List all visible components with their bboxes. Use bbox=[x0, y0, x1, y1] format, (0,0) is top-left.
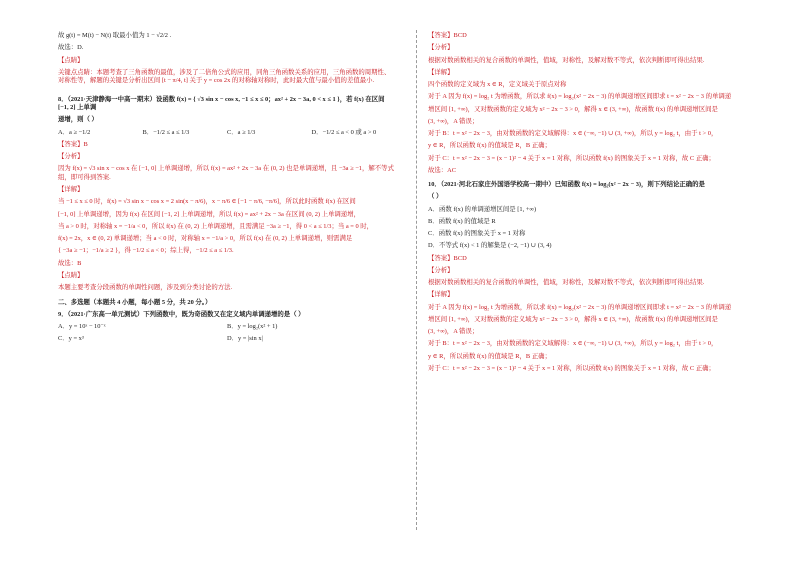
q8-detail-tag: 【详解】 bbox=[58, 186, 84, 194]
column-divider bbox=[416, 30, 417, 530]
q9-detail-line: y ∈ R，所以函数 f(x) 的值域是 R，B 正确； bbox=[428, 142, 551, 150]
q9-detail-line: 对于 A 因为 f(x) = log₂ t 为增函数，所以求 f(x) = log₂(x² − 2x − 3) 的单调递增区间即求 t = x² − 2x − 3 的单调递 bbox=[428, 93, 732, 101]
q10-detail-line: y ∈ R，所以函数 f(x) 的值域是 R，B 正确； bbox=[428, 352, 551, 360]
q9-answer: 【答案】BCD bbox=[428, 32, 467, 39]
q8-stem: 8．（2021·天津静海一中高一期末）设函数 f(x) = { √3 sin x − cos x, −1 ≤ x ≤ 0；ax² + 2x − 3a, 0 < x ≤ 1 }，若 f(x) 在区间 [−1, 2] 上单调 bbox=[58, 95, 385, 112]
q8-option-a: A．a ≥ −1/2 bbox=[58, 128, 91, 136]
q9-detail-line: 对于 B：t = x² − 2x − 3，由对数函数的定义域解得：x ∈ (−∞, −1) ∪ (3, +∞)，所以 y = log₂ t，由于 t > 0， bbox=[428, 130, 718, 137]
q9-options-row-2 bbox=[58, 335, 396, 343]
q9-option-d: D．y = |sin x| bbox=[227, 335, 263, 343]
q9-analysis-tag: 【分析】 bbox=[428, 44, 454, 52]
q8-analysis-tag: 【分析】 bbox=[58, 153, 84, 161]
q8-detail-line: 当 −1 ≤ x ≤ 0 时，f(x) = √3 sin x − cos x = 2 sin(x − π/6)，x − π/6 ∈ [−1 − π/6, −π/6]，所以此时函数 f(x) 在区间 bbox=[58, 198, 356, 206]
q9-options-row-1 bbox=[58, 323, 396, 331]
q8-detail-line: 当 a > 0 时，对称轴 x = −1/a < 0，所以 f(x) 在 (0, 2) 上单调递增，且需满足 −3a ≥ −1，得 0 < a ≤ 1/3；当 a = 0 时， bbox=[58, 222, 374, 230]
q8-detail-line: { −3a ≥ −1；−1/a ≥ 2 }，得 −1/2 ≤ a < 0；综上得，−1/2 ≤ a ≤ 1/3. bbox=[58, 247, 234, 255]
q9-detail-line: (3, +∞)，A 错误； bbox=[428, 117, 479, 125]
select-ac: 故选：AC bbox=[428, 166, 457, 174]
q10-analysis-tag: 【分析】 bbox=[428, 266, 454, 274]
left-top-line: 故 g(t) = M(t) − N(t) 取最小值为 1 − √2/2 . bbox=[58, 32, 172, 39]
q10-detail-line: 对于 C：t = x² − 2x − 3 = (x − 1)² − 4 关于 x = 1 对称，所以函数 f(x) 的图象关于 x = 1 对称，故 C 正确； bbox=[428, 364, 715, 372]
q9-detail-line: 对于 C：t = x² − 2x − 3 = (x − 1)² − 4 关于 x = 1 对称，所以函数 f(x) 的图象关于 x = 1 对称，故 C 正确； bbox=[428, 154, 715, 162]
q10-option-a: A．函数 f(x) 的单调递增区间是 [1, +∞) bbox=[428, 205, 537, 213]
q8-options bbox=[58, 129, 396, 137]
q10-detail-line: 增区间 [1, +∞)，又对数函数的定义域为 x² − 2x − 3 > 0，解得 x ∈ (3, +∞)，故函数 f(x) 的单调递增区间是 bbox=[428, 315, 718, 323]
q10-detail-line: 对于 B：t = x² − 2x − 3，由对数函数的定义域解得：x ∈ (−∞, −1) ∪ (3, +∞)，所以 y = log₂ t，由于 t > 0， bbox=[428, 340, 718, 348]
q9-option-c: C．y = x³ bbox=[58, 335, 84, 343]
q9-stem: 9．（2021·广东高一单元测试）下列函数中，既为奇函数又在定义域内单调递增的是（ ） bbox=[58, 310, 305, 318]
q10-option-c: C．函数 f(x) 的图象关于 x = 1 对称 bbox=[428, 230, 526, 238]
section-2-heading: 二、多选题（本题共 4 小题，每小题 5 分，共 20 分。） bbox=[58, 298, 212, 306]
pointer2-tag: 【点睛】 bbox=[58, 271, 84, 279]
right-column bbox=[428, 32, 762, 377]
q8-stem-2: 递增，则（ ） bbox=[58, 116, 98, 124]
select-b: 故选：B bbox=[58, 259, 82, 267]
pointer-text: 关键点点睛：本题考查了三角函数的最值，涉及了二倍角公式的应用，同角三角函数关系的应用，三角函数的周期性、对称性等，解题的关键是分析出区间 [t − π/4, t] 关于 y = cos 2x 的对称轴对称时，此时最大值与最小值的差值最小. bbox=[58, 68, 391, 85]
q8-option-c: C．a ≥ 1/3 bbox=[227, 128, 256, 136]
q10-option-d: D．不等式 f(x) < 1 的解集是 (−2, −1) ∪ (3, 4) bbox=[428, 242, 552, 250]
q10-answer: 【答案】BCD bbox=[428, 254, 467, 262]
q8-option-b: B．−1/2 ≤ a ≤ 1/3 bbox=[142, 128, 190, 136]
q9-detail-intro: 四个函数的定义域为 x ∈ R，定义域关于原点对称 bbox=[428, 81, 567, 88]
q8-answer: 【答案】B bbox=[58, 140, 88, 148]
q10-detail-tag: 【详解】 bbox=[428, 291, 454, 299]
q9-analysis-text: 根据对数函数相关的复合函数的单调性，值域，对称性，及解对数不等式，依次判断即可得出结果. bbox=[428, 56, 705, 64]
q9-option-a: A．y = 10ˣ − 10⁻ˣ bbox=[58, 323, 106, 331]
q10-detail-line: (3, +∞)，A 错误； bbox=[428, 328, 479, 336]
q9-detail-tag: 【详解】 bbox=[428, 68, 454, 76]
q9-option-b: B．y = log₂(x² + 1) bbox=[227, 323, 278, 331]
pointer-tag: 【点睛】 bbox=[58, 56, 84, 64]
q8-option-d: D．−1/2 ≤ a < 0 或 a > 0 bbox=[311, 128, 377, 136]
q8-detail-line: [−1, 0] 上单调递增，因为 f(x) 在区间 [−1, 2] 上单调递增，所以 f(x) = ax² + 2x − 3a 在区间 (0, 2) 上单调递增， bbox=[58, 210, 360, 218]
q8-analysis-text: 因为 f(x) = √3 sin x − cos x 在 [−1, 0] 上单调递增，所以 f(x) = ax² + 2x − 3a 在 (0, 2) 也是单调递增，且 −3a ≥ −1，解不等式组，即可得到答案. bbox=[58, 165, 394, 181]
q10-detail-line: 对于 A 因为 f(x) = log₂ t 为增函数，所以求 f(x) = log₂(x² − 2x − 3) 的单调递增区间即求 t = x² − 2x − 3 的单调递 bbox=[428, 303, 732, 311]
q10-option-b: B．函数 f(x) 的值域是 R bbox=[428, 217, 496, 225]
pointer2-text: 本题主要考查分段函数的单调性问题，涉及到分类讨论的方法. bbox=[58, 284, 233, 292]
left-column bbox=[58, 32, 396, 348]
q8-detail-line: f(x) = 2x，x ∈ (0, 2) 单调递增；当 a < 0 时，对称轴 x = −1/a > 0，所以 f(x) 在 (0, 2) 上单调递增，则需满足 bbox=[58, 235, 353, 243]
q10-analysis-text: 根据对数函数相关的复合函数的单调性，值域，对称性，及解对数不等式，依次判断即可得出结果. bbox=[428, 279, 705, 287]
q10-paren: （ ） bbox=[428, 193, 443, 201]
q9-detail-line: 增区间 [1, +∞)，又对数函数的定义域为 x² − 2x − 3 > 0，解得 x ∈ (3, +∞)，故函数 f(x) 的单调递增区间是 bbox=[428, 105, 718, 113]
q10-stem: 10．（2021·河北石家庄外国语学校高一期中）已知函数 f(x) = log₂(x² − 2x − 3)，则下列结论正确的是 bbox=[428, 181, 705, 189]
select-d: 故选：D. bbox=[58, 44, 84, 52]
